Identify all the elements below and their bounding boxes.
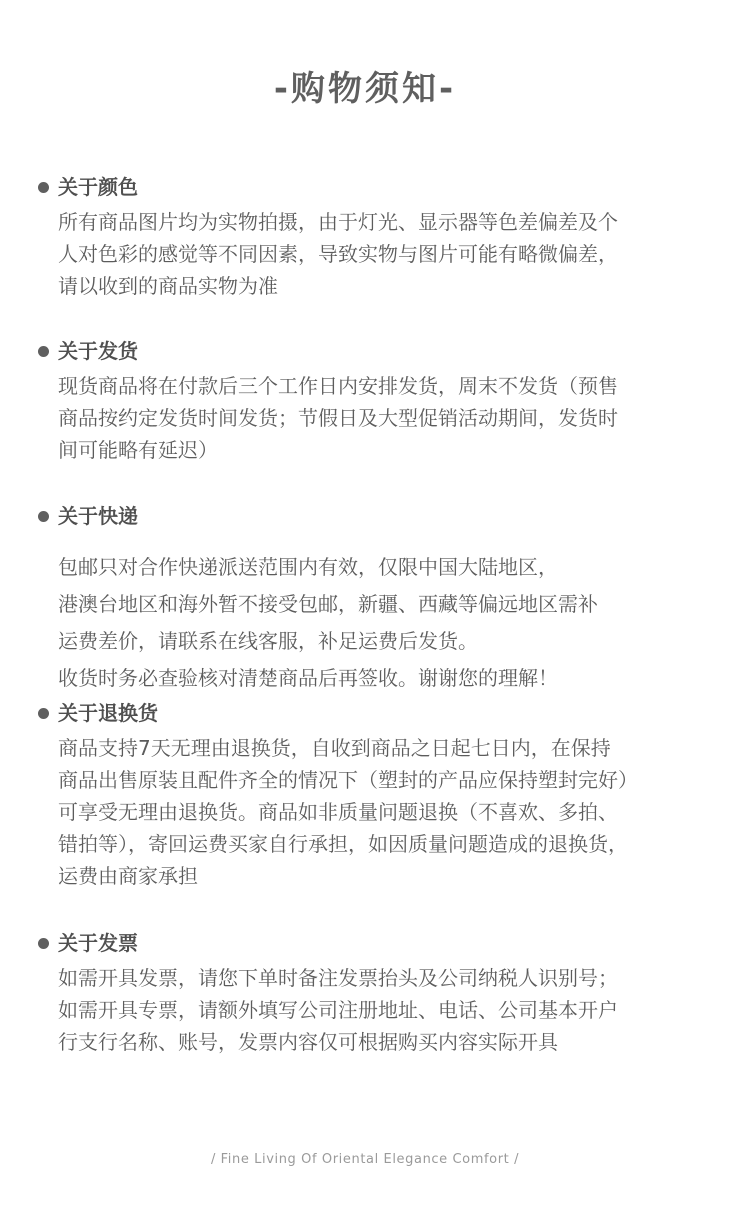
bullet-dot-icon	[38, 182, 49, 193]
section-invoice	[38, 930, 698, 1058]
bullet-dot-icon	[38, 938, 49, 949]
section-body	[38, 732, 698, 892]
section-line: 运费由商家承担	[58, 864, 198, 888]
section-line: 商品支持7天无理由退换货，自收到商品之日起七日内，在保持	[58, 736, 611, 760]
section-line: 商品按约定发货时间发货；节假日及大型促销活动期间，发货时	[58, 406, 618, 430]
section-line: 错拍等），寄回运费买家自行承担，如因质量问题造成的退换货，	[58, 832, 628, 856]
section-line: 请以收到的商品实物为准	[58, 274, 278, 298]
section-line: 间可能略有延迟）	[58, 438, 218, 462]
section-line: 收货时务必查验核对清楚商品后再签收。谢谢您的理解！	[58, 666, 558, 690]
bullet-dot-icon	[38, 346, 49, 357]
section-line: 人对色彩的感觉等不同因素，导致实物与图片可能有略微偏差，	[58, 242, 618, 266]
section-line: 商品出售原装且配件齐全的情况下（塑封的产品应保持塑封完好）	[58, 768, 638, 792]
section-returns	[38, 700, 698, 892]
section-heading-text: 关于颜色	[58, 175, 138, 199]
section-heading	[38, 174, 698, 200]
section-line: 运费差价，请联系在线客服，补足运费后发货。	[58, 629, 478, 653]
section-body	[38, 370, 698, 466]
section-body	[38, 206, 698, 302]
bullet-dot-icon	[38, 708, 49, 719]
section-line: 包邮只对合作快递派送范围内有效，仅限中国大陆地区，	[58, 555, 558, 579]
section-shipping	[38, 338, 698, 466]
section-line: 所有商品图片均为实物拍摄，由于灯光、显示器等色差偏差及个	[58, 210, 618, 234]
section-heading	[38, 700, 698, 726]
section-color	[38, 174, 698, 302]
section-heading-text: 关于发票	[58, 931, 138, 955]
section-heading	[38, 338, 698, 364]
section-heading	[38, 503, 698, 529]
section-heading	[38, 930, 698, 956]
section-heading-text: 关于退换货	[58, 701, 158, 725]
footer-tagline: / Fine Living Of Oriental Elegance Comfort /	[210, 1152, 520, 1167]
section-line: 如需开具专票，请额外填写公司注册地址、电话、公司基本开户	[58, 998, 618, 1022]
section-heading-text: 关于发货	[58, 339, 138, 363]
section-express	[38, 503, 698, 697]
page-title: -购物须知-	[273, 69, 457, 109]
section-body	[38, 962, 698, 1058]
section-line: 行支行名称、账号，发票内容仅可根据购买内容实际开具	[58, 1030, 558, 1054]
section-line: 港澳台地区和海外暂不接受包邮，新疆、西藏等偏远地区需补	[58, 592, 598, 616]
section-line: 可享受无理由退换货。商品如非质量问题退换（不喜欢、多拍、	[58, 800, 618, 824]
section-body	[38, 549, 698, 697]
section-line: 如需开具发票，请您下单时备注发票抬头及公司纳税人识别号；	[58, 966, 618, 990]
section-heading-text: 关于快递	[58, 504, 138, 528]
section-line: 现货商品将在付款后三个工作日内安排发货，周末不发货（预售	[58, 374, 618, 398]
bullet-dot-icon	[38, 511, 49, 522]
